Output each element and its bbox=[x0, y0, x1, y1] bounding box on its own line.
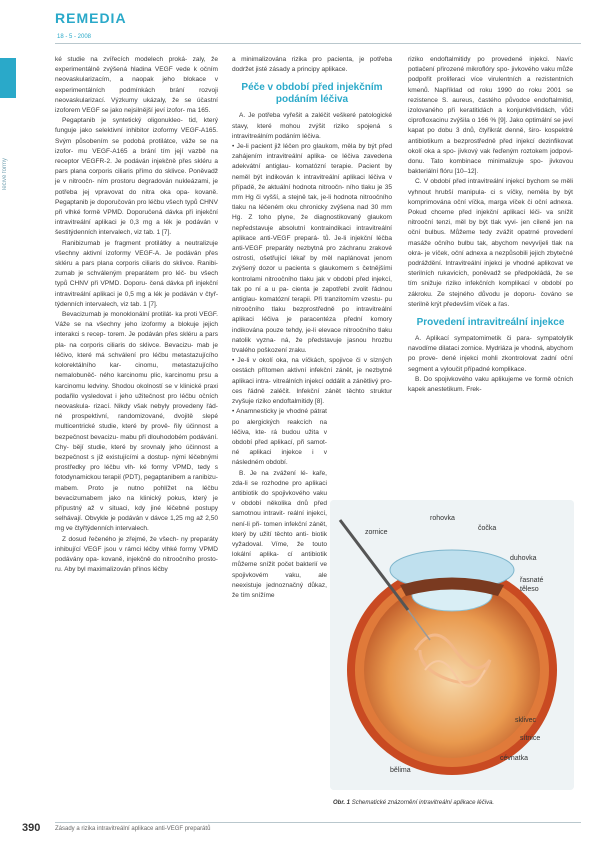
section-label: léčivé formy bbox=[2, 157, 8, 190]
label-sklivec: sklivec bbox=[515, 717, 537, 724]
paragraph: Ranibizumab je fragment protilátky a neutralizuje všechny aktivní izoformy VEGF-A. Je podáván přes skléru a pars plana corporis ciliaris do sklivce. Ranibi- zumab je schváleným preparátem pro léč- bu všech typů CHNV při VPMD. Doporu- čená dávka při injekční intravitreální aplikaci je 0,5 mg a lék je podáván v čtyř- týdenních intervalech, viz tab. 1 [7]. bbox=[55, 239, 218, 308]
caption-text: Schematické znázornění intravitreální aplikace léčiva. bbox=[351, 800, 495, 806]
issue-number: 18 - 5 - 2008 bbox=[57, 34, 92, 40]
label-cevnatka: cévnatka bbox=[500, 755, 529, 762]
label-sitnice: sítnice bbox=[520, 735, 541, 742]
paragraph: Z dosud řečeného je zřejmé, že všech- ny preparáty inhibující VEGF jsou v rámci léčby vlhké formy VPMD podávány opa- kovaně, injekčně do nitroočního prosto- ru. Aby byl maximalizován přínos léčby bbox=[55, 535, 218, 574]
paragraph: B. Je na zvážení lé- kaře, zda-li se rozhodne pro aplikaci antibiotik do spojivkového vaku v období několika dnů před samotnou intravit- reální injekcí, není-li při- tomen infekční zánět, který by užití těchto anti- biotik vyžadoval. Víme, že touto lokální aplika- cí antibiotik můžeme snížit počet bakterií ve spojivkovém vaku, ale neexistuje jednoznačný důkaz, že tím snížíme bbox=[232, 469, 327, 599]
paragraph: • Je-li pacient již léčen pro glaukom, měla by být před zahájením intravitreální aplika- ce léčiva zavedena adekvátní antiglau- komatózní terapie. Pacient by neměl být indikován k intravitreální aplikaci léčiva v případě, že aktuální hodnota nitroočn- ního tlaku je 35 mm Hg či vyšší, a stejně tak, je-li hodnota nitroočního tlaku na léčeném oku chronicky zvýšena nad 30 mm Hg. Z toho plyne, že diagnostikovaný glaukom nepředstavuje absolutní kontraindikaci intravitreální aplikace anti-VEGF prepará- tů. Je-li injekční léčba anti-VEGF preparáty nezbytná pro záchranu zrakové ostrosti, ošetřující lékař by měl naplánovat jenom zvýšený dozor u pacienta s glaukomem s četnějšími kontrolami nitroočního tlaku jak v období před injekcí, tak po ní a u pa- cienta je zapotřebí zvolit řádnou antiglau- komatózní terapii. Při tranzitorním vzestu- pu nitroočního tlaku bezprostředně po intravitreální aplikaci léčiva je paracentéza přední komory indikována pouze tehdy, je-li elevace nitroočního tlaku natolik vyzna- ná, že představuje jasnou hrozbu trvalého poškození zraku. bbox=[232, 143, 392, 355]
paragraph: riziko endoftalmitidy po provedené injekci. Navíc potlačení přirozené mikroflóry spo- jivkového vaku může podpořit proliferaci více virulentních a rezistentních kmenů. Například od roku 1990 do roku 2001 se rezistence S. aureus, častého původce endoftalmitid, izolovaného při keratitidách a konjunktivitidách, vůči ciprofloxacinu zvýšila o 166 % [9]. Jako optimální se jeví kapat po dobu 3 dnů, čtyřikrát denně, širo- kospektré antibiotikum a bezprostředně před injekcí dezinfikovat okolí oka a spo- jivkový vak řeďeným roztokem jodpovi- donu. Tato kombinace minimalizuje spo- jivkovou bakteriální flóru [10–12]. bbox=[408, 56, 573, 176]
section-heading: Péče v období před injekčním podáním léčiva bbox=[241, 82, 383, 106]
paragraph: ké studie na zvířecích modelech proká- zaly, že experimentálně zvýšená hladina VEGF vede k očním neovaskularizacím, a naopak jeho blokace v experimentálních podmínkách brání rozvoji neovaskularizací. Výzkumy ukázaly, že se účastní izoforem VEGF se jako nejsilnější jeví izofor- ma 165. bbox=[55, 56, 218, 115]
footer-divider bbox=[55, 822, 581, 823]
figure-caption bbox=[333, 800, 573, 806]
paragraph: a minimalizována rizika pro pacienta, je potřeba dodržet jisté zásady a principy aplikace. bbox=[232, 56, 392, 74]
paragraph: • Anamnesticky je vhodné pátrat po alergických reakcích na léčiva, kte- rá budou užita v období před aplikací, při samot- né aplikaci injekce i v následném období. bbox=[232, 408, 327, 467]
journal-logo: REMEDIA bbox=[55, 10, 127, 26]
header-divider bbox=[55, 43, 581, 44]
label-rasnate: řasnaté bbox=[520, 577, 544, 584]
paragraph: Pegaptanib je syntetický oligonukleo- tid, který funguje jako selektivní inhibitor izoformy VEGF-A165. Svým působením se podobá protilátce, váže se na izofor- mu VEGF-A165 a brání tím její vazbě na receptor VEGFR-2. Je podáván injekčně přes skléru a pars plana corporis ciliaris přímo do sklivce. Poněvadž je v nitroočn- ním prostoru degradován nukleázami, je potřeba jej vpravovat do nitra oka opa- kovaně. Pegaptanib je doporučován pro léčbu všech typů CHNV při vlhké formě VPMD. Doporučená dávka při injekční intravitreální aplikaci je 0,3 mg a lék je podáván v šestitýdenních intervalech, viz tab. 1 [7]. bbox=[55, 117, 218, 237]
label-teleso: těleso bbox=[520, 586, 539, 593]
caption-label: Obr. 1 bbox=[333, 800, 351, 806]
eye-diagram-icon bbox=[330, 500, 574, 790]
label-bellma: bělima bbox=[390, 767, 411, 774]
page-number: 390 bbox=[22, 822, 41, 834]
eye-illustration bbox=[330, 500, 574, 790]
label-cocka: čočka bbox=[478, 525, 497, 532]
column-3 bbox=[408, 55, 573, 395]
column-1 bbox=[55, 55, 218, 575]
label-rohovka: rohovka bbox=[430, 515, 455, 522]
paragraph: • Je-li v okolí oka, na víčkách, spojivce či v slzných cestách přítomen aktivní infekční zánět, je nezbytné aplikaci intra- vitreálních injekcí oddálit a zánětlivý pro- ces řádně zaléčit. Infekční zánět těchto struktur zvyšuje riziko endoftalmitidy [8]. bbox=[232, 357, 392, 406]
paragraph: Bevacizumab je monoklonální protilát- ka proti VEGF. Váže se na všechny jeho izoformy a blokuje jejich interakci s recep- torem. Je podáván přes skléru a pars pla- na corporis ciliaris do sklivce. Bevacizu- mab je léčivo, které má schválení pro léčbu metastazujícího kolorektálního kar- cinomu, metastazujícího nemalobuněč- ného karcinomu plic, karcinomu prsu a karcinomu ledviny. Shodou okolností se v klinické praxi podařilo vysledovat i jeho užitečnost pro léčbu očních neovaskula- rizací. Nikdy však nebyly provedeny řád- né prospektivní, randomizované, dvojitě slepé multicentrické studie, které by prově- řily účinnost a bezpečnost bevacizu- mabu při dlouhodobém podávání. Chy- bějí studie, které by srovnaly jeho účinnost a bezpečnost s již existujícími a dostup- nými léčebnými prostředky pro léčbu vlh- ké formy VPMD, tedy s fotodynamickou terapií (PDT), pegaptanibem a ranibizu- mabem. Proto je nutno pohlížet na léčbu bevacizumabem jako na klinický pokus, který je přípustný až v situaci, kdy jiné léčebné postupy selhávají. Obvykle je podáván v dávce 1,25 mg až 2,50 mg ve čtyřtýdenních intervalech. bbox=[55, 311, 218, 533]
section-heading: Provedení intravitreální injekce bbox=[416, 317, 565, 329]
paragraph: C. V období před intravitreální injekcí bychom se měli vyhnout hrubší manipula- ci s víčky, neměla by být komprimována oční víčka, marga víček či oční adnexa. Pokud chceme před injekční aplikací léči- va snížit nitrooční tenzi, měl by být tlak vyvi- jen cíleně jen na oční bulbus. Můžeme tedy zvážit opatrné provedení masáže očního bulbu tak, abychom nevyvíjeli tlak na okra- je víček, oční adnexa a nezpůsobili jejich zbytečné podráždění. Intravitreální injekci je vhodné aplikovat ve sterilních rukavicích, poněvadž se předpokládá, že se tím snižuje riziko infekčních komplikací v období po zákroku. Ze stejného důvodu je doporu- čováno se sterilně krýt především víček a řas. bbox=[408, 178, 573, 308]
footer-title: Zásady a rizika intravitreální aplikace anti-VEGF preparátů bbox=[55, 826, 211, 832]
section-tab bbox=[0, 58, 16, 98]
paragraph: A. Je potřeba vyřešit a zaléčit veškeré patologické stavy, které mohou zvýšit riziko spojená s intravitreálním podáním léčiva. bbox=[232, 112, 392, 140]
paragraph: A. Aplikací sympatomimetik či para- sympatolytik navodíme dilataci zornice. Mydriáza je vhodná, abychom po prove- dené injekci mohli zkontrolovat zadní oční segment a vyloučit případné komplikace. bbox=[408, 335, 573, 373]
label-duhovka: duhovka bbox=[510, 555, 537, 562]
paragraph: B. Do spojivkového vaku aplikujeme ve formě očních kapek anestetikum. Frek- bbox=[408, 375, 573, 394]
label-zornice: zornice bbox=[365, 529, 388, 536]
